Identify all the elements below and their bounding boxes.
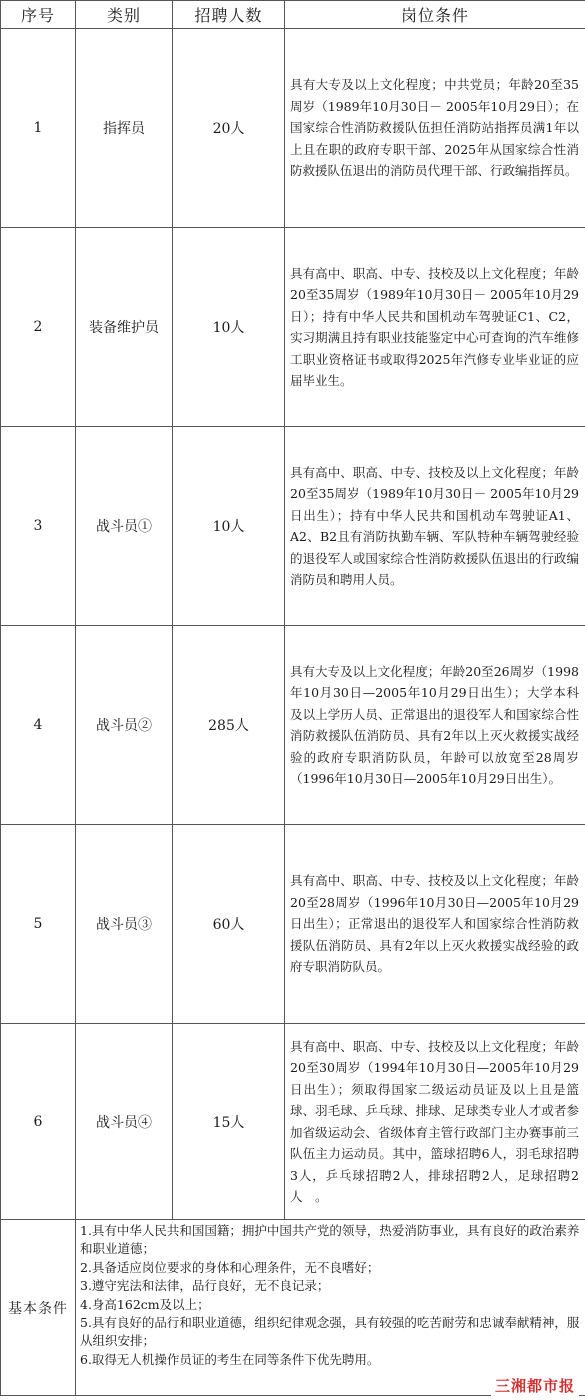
basic-condition-item: 3.遵守宪法和法律，品行良好，无不良记录； bbox=[80, 1278, 330, 1294]
row-requirements: 具有高中、职高、中专、技校及以上文化程度；年龄20至30周岁（1994年10月30日—2005年10月29日出生）；须取得国家二级运动员证及以上且是篮球、羽毛球、乒乓球、排球、足球类专业人才或者参加省级运动会、省级体育主管行政部门主办赛事前三队伍主力运动员。其中，篮球招聘6人，羽毛球招聘3人，乒乓球招聘2人，排球招聘2人，足球招聘2人 。 bbox=[285, 1024, 585, 1220]
row-category: 战斗员① bbox=[76, 427, 173, 626]
table-row bbox=[1, 825, 585, 1024]
row-count: 15人 bbox=[173, 1024, 285, 1220]
header-requirements: 岗位条件 bbox=[285, 1, 585, 29]
header-row bbox=[1, 1, 585, 29]
basic-conditions-list bbox=[76, 1220, 585, 1396]
newspaper-logo: 三湘都市报 bbox=[491, 1376, 579, 1396]
row-requirements: 具有高中、职高、中专、技校及以上文化程度；年龄20至35周岁（1989年10月30日－ 2005年10月29日）；持有中华人民共和国机动车驾驶证C1、C2，实习期满且持有职业技能鉴定中心可查询的汽车维修工职业资格证书或取得2025年汽修专业毕业证的应届毕业生。 bbox=[285, 228, 585, 427]
row-count: 60人 bbox=[173, 825, 285, 1024]
row-requirements: 具有大专及以上文化程度；年龄20至26周岁（1998年10月30日—2005年10月29日出生）；大学本科及以上学历人员、正常退出的退役军人和国家综合性消防救援队伍消防员、具有2年以上灭火救援实战经验的政府专职消防队员，年龄可以放宽至28周岁（1996年10月30日—2005年10月29日出生）。 bbox=[285, 626, 585, 825]
row-count: 10人 bbox=[173, 427, 285, 626]
row-seq: 3 bbox=[1, 427, 76, 626]
row-requirements: 具有高中、职高、中专、技校及以上文化程度；年龄20至35周岁（1989年10月30日－ 2005年10月29日出生）；持有中华人民共和国机动车驾驶证A1、A2、B2且有消防执勤车辆、军队特种车辆驾驶经验的退役军人或国家综合性消防救援队伍退出的行政编消防员和聘用人员。 bbox=[285, 427, 585, 626]
row-category: 战斗员② bbox=[76, 626, 173, 825]
row-category: 战斗员④ bbox=[76, 1024, 173, 1220]
basic-condition-item: 4.身高162cm及以上； bbox=[80, 1296, 210, 1312]
row-category: 指挥员 bbox=[76, 29, 173, 228]
table-row bbox=[1, 626, 585, 825]
header-seq: 序号 bbox=[1, 1, 76, 29]
header-count: 招聘人数 bbox=[173, 1, 285, 29]
row-category: 战斗员③ bbox=[76, 825, 173, 1024]
row-count: 285人 bbox=[173, 626, 285, 825]
row-seq: 4 bbox=[1, 626, 76, 825]
row-count: 20人 bbox=[173, 29, 285, 228]
row-requirements: 具有大专及以上文化程度；中共党员；年龄20至35周岁（1989年10月30日－ 2005年10月29日）；在国家综合性消防救援队伍担任消防站指挥员满1年以上且在职的政府专职干部、2025年从国家综合性消防救援队伍退出的消防员代理干部、行政编指挥员。 bbox=[285, 29, 585, 228]
row-seq: 5 bbox=[1, 825, 76, 1024]
basic-condition-item: 5.具有良好的品行和职业道德，组织纪律观念强，具有较强的吃苦耐劳和忠诚奉献精神，服从组织安排； bbox=[80, 1315, 580, 1349]
row-seq: 6 bbox=[1, 1024, 76, 1220]
basic-condition-item: 1.具有中华人民共和国国籍；拥护中国共产党的领导，热爱消防事业，具有良好的政治素养和职业道德； bbox=[80, 1223, 580, 1257]
basic-condition-item: 6.取得无人机操作员证的考生在同等条件下优先聘用。 bbox=[80, 1351, 380, 1367]
table-row bbox=[1, 228, 585, 427]
basic-conditions-row bbox=[1, 1220, 585, 1396]
row-seq: 1 bbox=[1, 29, 76, 228]
row-count: 10人 bbox=[173, 228, 285, 427]
basic-condition-item: 2.具备适应岗位要求的身体和心理条件，无不良嗜好； bbox=[80, 1259, 380, 1275]
row-seq: 2 bbox=[1, 228, 76, 427]
table-row bbox=[1, 29, 585, 228]
table-row bbox=[1, 427, 585, 626]
header-category: 类别 bbox=[76, 1, 173, 29]
row-category: 装备维护员 bbox=[76, 228, 173, 427]
basic-conditions-label: 基本条件 bbox=[1, 1220, 76, 1396]
table-row bbox=[1, 1024, 585, 1220]
row-requirements: 具有高中、职高、中专、技校及以上文化程度；年龄20至28周岁（1996年10月30日—2005年10月29日出生）；正常退出的退役军人和国家综合性消防救援队伍消防员、具有2年以上灭火救援实战经验的政府专职消防队员。 bbox=[285, 825, 585, 1024]
